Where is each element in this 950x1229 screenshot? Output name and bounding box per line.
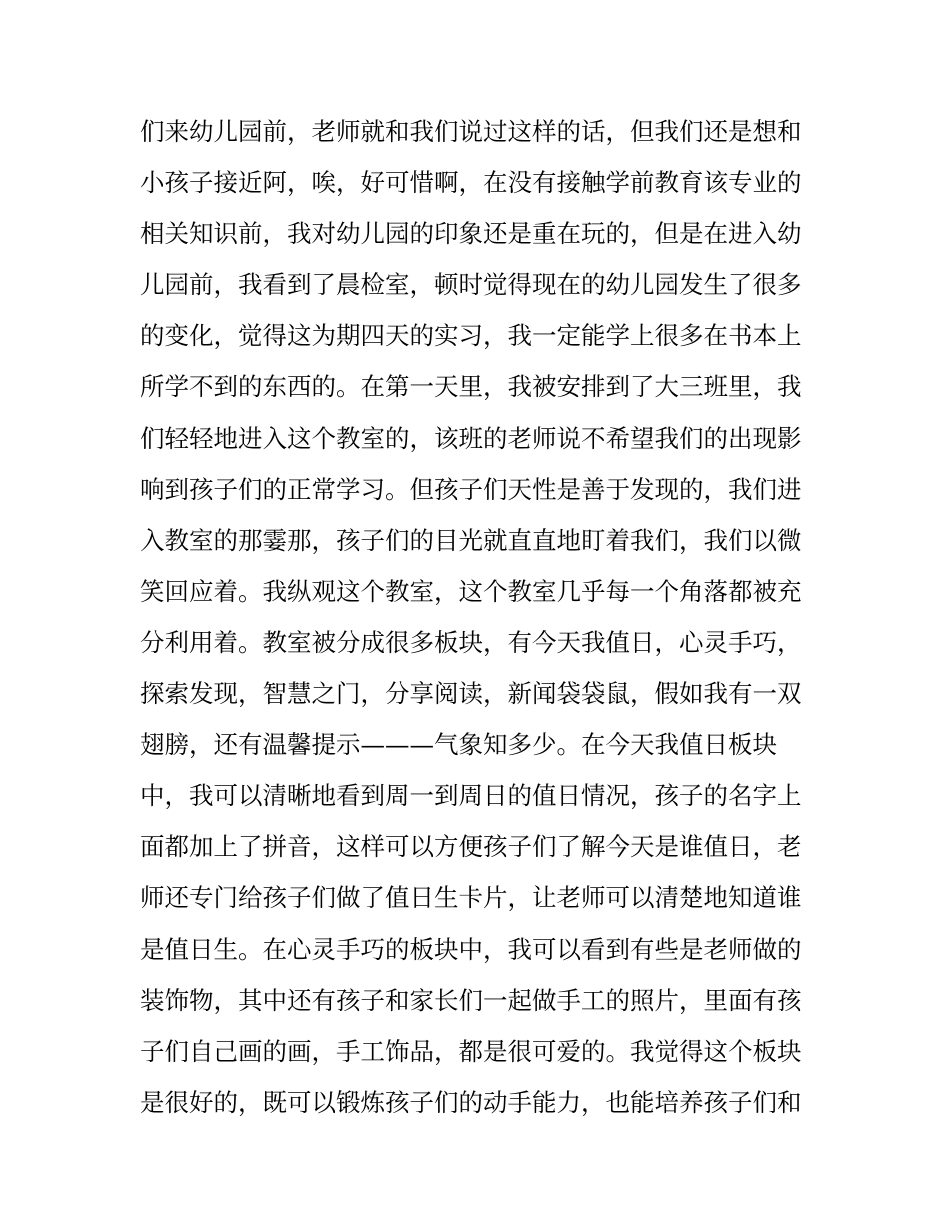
- text-line: 师还专门给孩子们做了值日生卡片，让老师可以清楚地知道谁: [140, 883, 802, 913]
- text-line: 面都加上了拼音，这样可以方便孩子们了解今天是谁值日，老: [140, 832, 802, 862]
- text-line: 子们自己画的画，手工饰品，都是很可爱的。我觉得这个板块: [140, 1036, 802, 1066]
- text-line: 小孩子接近阿，唉，好可惜啊，在没有接触学前教育该专业的: [140, 168, 802, 198]
- text-line: 相关知识前，我对幼儿园的印象还是重在玩的，但是在进入幼: [140, 219, 802, 249]
- text-line: 响到孩子们的正常学习。但孩子们天性是善于发现的，我们进: [140, 474, 802, 504]
- text-line: 入教室的那霎那，孩子们的目光就直直地盯着我们，我们以微: [140, 525, 802, 555]
- body-text: [140, 106, 830, 1128]
- text-line: 们来幼儿园前，老师就和我们说过这样的话，但我们还是想和: [140, 117, 802, 146]
- text-line: 装饰物，其中还有孩子和家长们一起做手工的照片，里面有孩: [140, 985, 802, 1015]
- text-line: 所学不到的东西的。在第一天里，我被安排到了大三班里，我: [140, 372, 802, 402]
- text-line: 的变化，觉得这为期四天的实习，我一定能学上很多在书本上: [140, 321, 802, 351]
- text-line: 是值日生。在心灵手巧的板块中，我可以看到有些是老师做的: [140, 934, 802, 964]
- text-line: 中，我可以清晰地看到周一到周日的值日情况，孩子的名字上: [140, 781, 802, 811]
- text-line: 是很好的，既可以锻炼孩子们的动手能力，也能培养孩子们和: [140, 1087, 802, 1117]
- text-line: 分利用着。教室被分成很多板块，有今天我值日，心灵手巧，: [140, 627, 802, 657]
- text-line: 笑回应着。我纵观这个教室，这个教室几乎每一个角落都被充: [140, 576, 802, 606]
- text-line: 儿园前，我看到了晨检室，顿时觉得现在的幼儿园发生了很多: [140, 270, 802, 300]
- text-line: 们轻轻地进入这个教室的，该班的老师说不希望我们的出现影: [140, 423, 802, 453]
- text-line: 探索发现，智慧之门，分享阅读，新闻袋袋鼠，假如我有一双: [140, 679, 802, 709]
- text-line: 翅膀，还有温馨提示———气象知多少。在今天我值日板块: [140, 730, 777, 760]
